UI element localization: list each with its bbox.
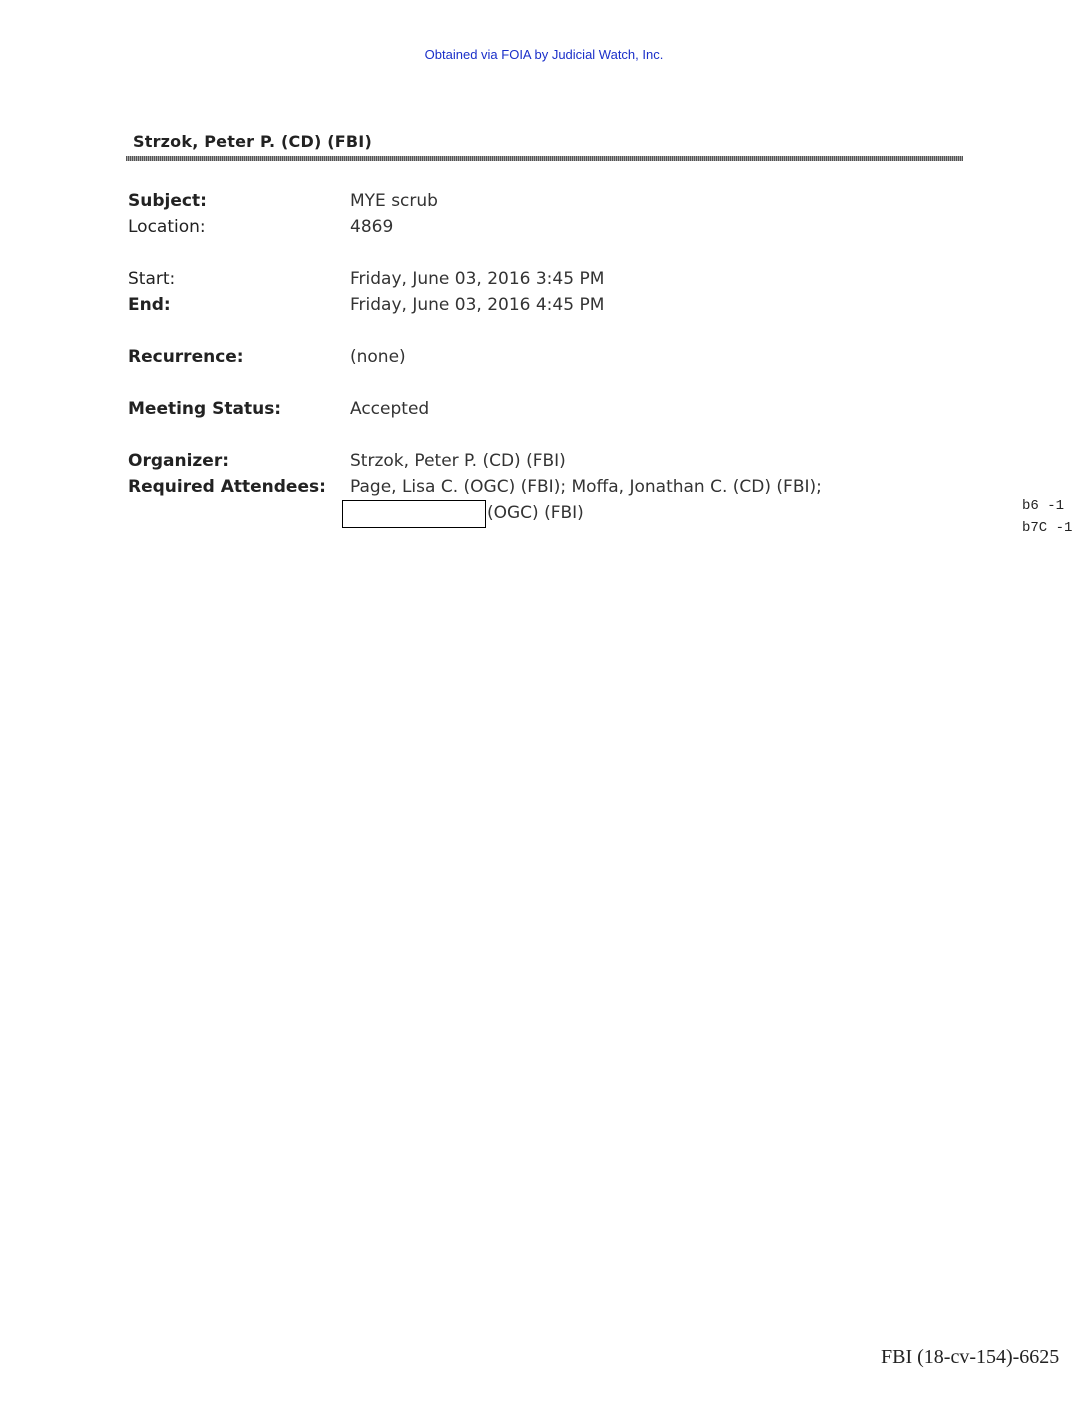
required-attendees-value-continued: (OGC) (FBI) [487,503,584,523]
subject-label: Subject: [128,191,207,211]
exemption-code: b6 -1 [1022,498,1065,514]
start-label: Start: [128,269,176,289]
recurrence-value: (none) [350,347,406,367]
document-owner-name: Strzok, Peter P. (CD) (FBI) [133,132,372,151]
required-attendees-label: Required Attendees: [128,477,326,497]
foia-watermark: Obtained via FOIA by Judicial Watch, Inc. [424,47,664,62]
subject-value: MYE scrub [350,191,438,211]
organizer-value: Strzok, Peter P. (CD) (FBI) [350,451,566,471]
meeting-status-value: Accepted [350,399,430,419]
header-divider [126,156,963,161]
meeting-status-label: Meeting Status: [128,399,282,419]
redaction-box [342,500,486,528]
required-attendees-value: Page, Lisa C. (OGC) (FBI); Moffa, Jonathan C. (CD) (FBI); [350,477,822,497]
location-value: 4869 [350,217,394,237]
organizer-label: Organizer: [128,451,230,471]
start-value: Friday, June 03, 2016 3:45 PM [350,269,605,289]
exemption-code: b7C -1 [1022,520,1073,536]
recurrence-label: Recurrence: [128,347,244,367]
end-label: End: [128,295,171,315]
end-value: Friday, June 03, 2016 4:45 PM [350,295,605,315]
bates-number: FBI (18-cv-154)-6625 [881,1346,1060,1368]
location-label: Location: [128,217,206,237]
